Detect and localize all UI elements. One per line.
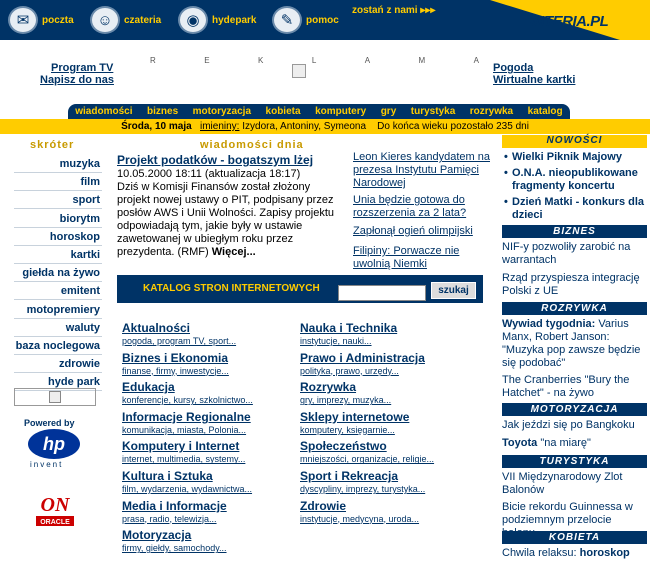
section-navbar bbox=[68, 104, 570, 119]
nav-pomoc[interactable]: ✎ pomoc bbox=[272, 4, 339, 36]
category-sub-links[interactable]: instytucje, medycyna, uroda... bbox=[300, 513, 420, 524]
catalog-category bbox=[300, 351, 480, 377]
skroter-item[interactable]: giełda na żywo bbox=[14, 264, 102, 282]
category-title-link[interactable]: Zdrowie bbox=[300, 498, 347, 513]
category-title-link[interactable]: Edukacja bbox=[122, 380, 175, 395]
catalog-category bbox=[122, 351, 302, 377]
skroter-item[interactable]: hyde park bbox=[14, 373, 102, 391]
nowosci-item[interactable]: • Dzień Matki - konkurs dla dzieci bbox=[502, 196, 647, 222]
nowosci-header: NOWOŚCI bbox=[502, 135, 647, 148]
moto-item[interactable]: Jak jeździ się po Bangkoku bbox=[502, 419, 635, 431]
image-icon bbox=[49, 391, 61, 403]
catalog-category bbox=[300, 410, 480, 436]
side-news-item[interactable]: Unia będzie gotowa do rozszerzenia za 2 lata? bbox=[353, 194, 467, 219]
hp-logo[interactable]: hp bbox=[28, 429, 80, 459]
interia-logo[interactable]: INTERIA.PL bbox=[530, 13, 609, 30]
catalog-category bbox=[300, 321, 480, 347]
catalog-category bbox=[122, 410, 302, 436]
category-sub-links[interactable]: dyscypliny, imprezy, turystyka... bbox=[300, 484, 426, 494]
more-link[interactable]: Więcej... bbox=[211, 246, 256, 258]
nowosci-item[interactable]: • O.N.A. nieopublikowane fragmenty koncertu bbox=[502, 167, 647, 193]
svg-text:ON: ON bbox=[40, 494, 70, 516]
main-news-body: Dziś w Komisji Finansów został złożony projekt nowej ustawy o PIT, podpisany przez posłów AWS i Unii Wolności. Zapisy projektu odpowiadają tym, jakie były w ustawie zawetowanej w ubiegłym roku przez prezydenta. (RMF) Więcej... bbox=[117, 181, 335, 258]
category-title-link[interactable]: Rozrywka bbox=[300, 380, 357, 395]
wirtualne-kartki-link[interactable]: Wirtualne kartki bbox=[493, 74, 576, 86]
category-sub-links[interactable]: firmy, giełdy, samochody... bbox=[122, 543, 227, 554]
category-sub-links[interactable]: polityka, prawo, urzędy... bbox=[300, 365, 399, 376]
category-sub-links[interactable]: finanse, firmy, inwestycje... bbox=[122, 365, 229, 376]
category-sub-links[interactable]: film, wydarzenia, wydawnictwa... bbox=[122, 484, 253, 494]
napisz-do-nas-link[interactable]: Napisz do nas bbox=[40, 74, 114, 86]
category-title-link[interactable]: Sport i Rekreacja bbox=[300, 469, 399, 483]
biznes-item[interactable]: NIF-y pozwoliły zarobić na warrantach bbox=[502, 241, 631, 266]
skroter-item[interactable]: waluty bbox=[14, 319, 102, 337]
skroter-item[interactable]: film bbox=[14, 173, 102, 191]
category-sub-links[interactable]: mniejszości, organizacje, religie... bbox=[300, 454, 435, 465]
zostan-z-nami-link[interactable]: zostań z nami ▸▸▸ bbox=[352, 5, 436, 16]
category-title-link[interactable]: Komputery i Internet bbox=[122, 439, 240, 454]
turystyka-item[interactable]: Bicie rekordu Guinnessa w podziemnym przelocie bbox=[502, 501, 633, 526]
category-title-link[interactable]: Motoryzacja bbox=[122, 528, 192, 543]
skroter-title: skróter bbox=[30, 139, 75, 151]
date: Środa, 10 maja bbox=[121, 121, 192, 132]
wiadomosci-dnia-title: wiadomości dnia bbox=[200, 139, 304, 151]
pogoda-link[interactable]: Pogoda bbox=[493, 62, 534, 74]
side-news-item[interactable]: Zapłonął ogień olimpijski bbox=[353, 225, 473, 237]
camera-icon: ◉ bbox=[178, 6, 208, 34]
catalog-category bbox=[300, 499, 480, 525]
chat-icon: ☺ bbox=[90, 6, 120, 34]
category-title-link[interactable]: Nauka i Technika bbox=[300, 321, 398, 335]
biznes-item[interactable]: Rząd przyspiesza integrację Polski z UE bbox=[502, 272, 640, 297]
szukaj-button[interactable]: szukaj bbox=[431, 282, 476, 299]
book-icon: ✎ bbox=[272, 6, 302, 34]
category-sub-links[interactable]: gry, imprezy, muzyka... bbox=[300, 395, 392, 406]
catalog-category bbox=[122, 469, 302, 495]
catalog-category bbox=[122, 439, 302, 465]
turystyka-header: TURYSTYKA bbox=[502, 455, 647, 468]
powered-by-label: Powered by bbox=[24, 418, 75, 428]
svg-text:ORACLE: ORACLE bbox=[40, 519, 70, 526]
nav-kobieta[interactable]: kobieta bbox=[265, 106, 301, 117]
nav-motoryzacja[interactable]: motoryzacja bbox=[192, 106, 252, 117]
catalog-category bbox=[122, 380, 302, 406]
nav-gry[interactable]: gry bbox=[380, 106, 397, 117]
nav-turystyka[interactable]: turystyka bbox=[410, 106, 456, 117]
imieniny-names: Izydora, Antoniny, Symeona bbox=[242, 121, 367, 132]
rozrywka-item[interactable]: The Cranberries "Bury the Hatchet" - na żywo bbox=[502, 374, 630, 399]
category-title-link[interactable]: Media i Informacje bbox=[122, 498, 227, 513]
catalog-category bbox=[122, 499, 302, 525]
main-news-timestamp: 10.05.2000 18:11 (aktualizacja 18:17) bbox=[117, 168, 301, 180]
rozrywka-item[interactable]: Wywiad tygodnia: Varius Manx, Robert Janson: "Muzyka pop zawsze będzie się podobać" bbox=[502, 318, 641, 369]
skroter-item[interactable]: emitent bbox=[14, 282, 102, 300]
nav-czateria[interactable]: ☺ czateria bbox=[90, 4, 161, 36]
mail-icon: ✉ bbox=[8, 6, 38, 34]
skroter-item[interactable]: muzyka bbox=[14, 155, 102, 173]
category-sub-links[interactable]: komunikacja, miasta, Polonia... bbox=[122, 424, 247, 435]
nav-poczta[interactable]: ✉ poczta bbox=[8, 4, 74, 36]
category-sub-links[interactable]: prasa, radio, telewizja... bbox=[122, 513, 217, 524]
nav-komputery[interactable]: komputery bbox=[315, 106, 367, 117]
oracle-logo[interactable] bbox=[34, 486, 76, 528]
skroter-item[interactable]: kartki bbox=[14, 246, 102, 264]
reklama-label: R E K L A M A bbox=[150, 56, 480, 65]
skroter-item[interactable]: horoskop bbox=[14, 228, 102, 246]
catalog-category bbox=[300, 380, 480, 406]
nav-rozrywka[interactable]: rozrywka bbox=[469, 106, 514, 117]
category-title-link[interactable]: Sklepy internetowe bbox=[300, 409, 410, 424]
side-news-item[interactable]: Leon Kieres kandydatem na prezesa Instytutu Pamięci Narodowej bbox=[353, 151, 490, 189]
skroter-item[interactable]: baza noclegowa bbox=[14, 337, 102, 355]
nav-katalog[interactable]: katalog bbox=[527, 106, 563, 117]
turystyka-item[interactable]: VII Międzynarodowy Zlot Balonów bbox=[502, 471, 623, 496]
hp-invent-text: invent bbox=[30, 460, 64, 469]
side-news-item[interactable]: Filipiny: Porwacze nie uwolnią Niemki bbox=[353, 245, 460, 270]
catalog-category bbox=[300, 439, 480, 465]
nowosci-item[interactable]: • Wielki Piknik Majowy bbox=[502, 151, 647, 164]
category-title-link[interactable]: Kultura i Sztuka bbox=[122, 469, 213, 483]
katalog-label: KATALOG STRON INTERNETOWYCH bbox=[143, 283, 320, 294]
category-title-link[interactable]: Aktualności bbox=[122, 321, 191, 335]
category-title-link[interactable]: Informacje Regionalne bbox=[122, 409, 251, 424]
skroter-item[interactable]: zdrowie bbox=[14, 355, 102, 373]
catalog-category bbox=[300, 469, 480, 495]
katalog-search-input[interactable] bbox=[338, 285, 426, 301]
category-title-link[interactable]: Prawo i Administracja bbox=[300, 350, 425, 365]
nav-hydepark[interactable]: ◉ hydepark bbox=[178, 4, 256, 36]
date-bar bbox=[0, 119, 650, 134]
imieniny-link[interactable]: imieniny: bbox=[200, 121, 240, 132]
biznes-header: BIZNES bbox=[502, 225, 647, 238]
catalog-category bbox=[122, 528, 302, 554]
category-sub-links[interactable]: pogoda, program TV, sport... bbox=[122, 336, 237, 346]
category-title-link[interactable]: Społeczeństwo bbox=[300, 439, 387, 454]
skroter-item[interactable]: motopremiery bbox=[14, 301, 102, 319]
century-countdown: Do końca wieku pozostało 235 dni bbox=[377, 121, 529, 132]
nav-wiadomosci[interactable]: wiadomości bbox=[75, 106, 133, 117]
kobieta-header: KOBIETA bbox=[502, 531, 647, 544]
category-sub-links[interactable]: instytucje, nauki... bbox=[300, 336, 372, 346]
nav-biznes[interactable]: biznes bbox=[147, 106, 179, 117]
moto-item[interactable]: Toyota "na miarę" bbox=[502, 437, 591, 449]
main-news-headline[interactable]: Projekt podatków - bogatszym lżej bbox=[117, 153, 314, 167]
ad-image-placeholder[interactable] bbox=[292, 64, 306, 78]
kobieta-item[interactable]: Chwila relaksu: horoskop bbox=[502, 547, 630, 559]
rozrywka-header: ROZRYWKA bbox=[502, 302, 647, 315]
motoryzacja-header: MOTORYZACJA bbox=[502, 403, 647, 416]
left-banner-placeholder[interactable] bbox=[14, 388, 96, 406]
program-tv-link[interactable]: Program TV bbox=[51, 62, 114, 74]
category-title-link[interactable]: Biznes i Ekonomia bbox=[122, 350, 229, 365]
skroter-item[interactable]: sport bbox=[14, 191, 102, 209]
category-sub-links[interactable]: internet, multimedia, systemy... bbox=[122, 454, 246, 465]
category-sub-links[interactable]: komputery, księgarnie... bbox=[300, 424, 395, 435]
category-sub-links[interactable]: konferencje, kursy, szkolnictwo... bbox=[122, 395, 253, 406]
catalog-category bbox=[122, 321, 302, 347]
skroter-item[interactable]: biorytm bbox=[14, 210, 102, 228]
